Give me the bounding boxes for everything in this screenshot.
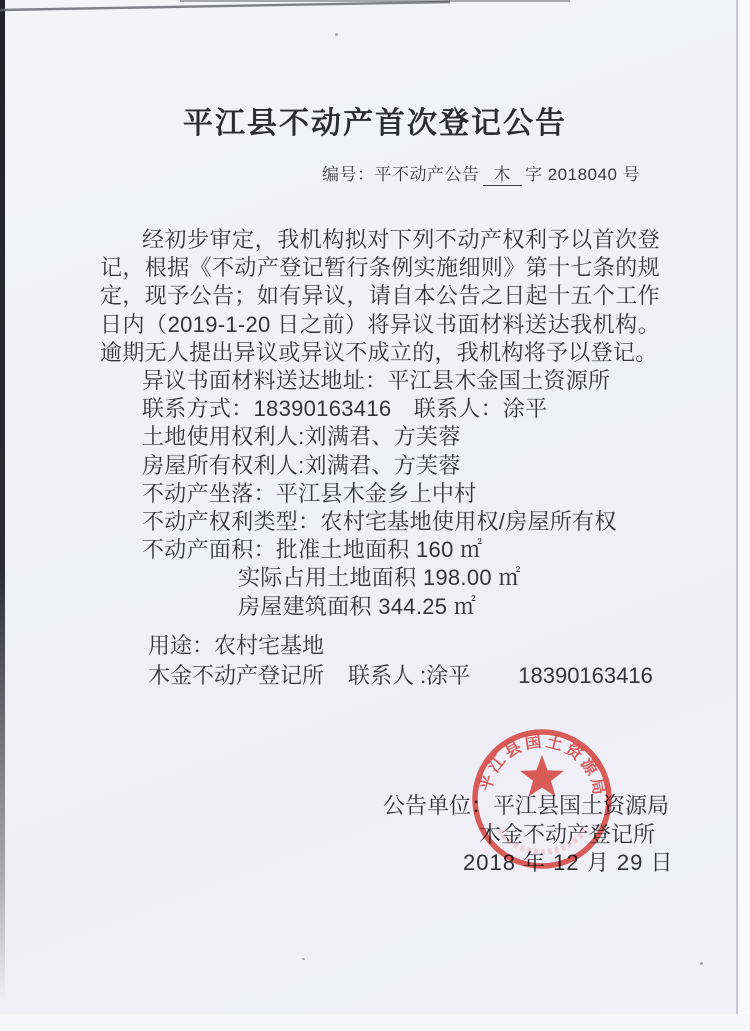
registry-office: 木金不动产登记所 bbox=[479, 822, 656, 847]
announcement-paragraph: 经初步审定，我机构拟对下列不动产权利予以首次登记，根据《不动产登记暂行条例实施细则》第十七条的规定，现予公告；如有异议，请自本公告之日起十五个工作日内（2019-1-20 日之前）将异议书面材料送达我机构。逾期无人提出异议或异议不成立的，我机构将予以登记。 bbox=[100, 227, 660, 365]
office-phone: 18390163416 bbox=[518, 663, 653, 688]
usage-line: 用途：农村宅基地 bbox=[148, 633, 325, 658]
office-row bbox=[148, 661, 653, 691]
detail-line-contact: 联系方式：18390163416 联系人：涂平 bbox=[142, 396, 548, 422]
seal-bottom-marks bbox=[499, 830, 585, 852]
scan-edge-bottom bbox=[0, 1014, 750, 1031]
announcement-date: 2018 年 12 月 29 日 bbox=[463, 850, 674, 875]
usage-section bbox=[148, 631, 653, 691]
doc-number-fill: 木 bbox=[483, 166, 523, 186]
doc-number bbox=[322, 160, 640, 186]
scan-speck bbox=[302, 958, 305, 960]
detail-line-address: 异议书面材料送达地址：平江县木金国土资源所 bbox=[142, 368, 611, 394]
detail-line-area: 不动产面积：批准土地面积 160 ㎡ bbox=[142, 537, 483, 563]
detail-line-area-building: 房屋建筑面积 344.25 ㎡ bbox=[238, 593, 477, 619]
seal-ring bbox=[475, 732, 609, 866]
scan-speck bbox=[335, 33, 338, 36]
seal-arc-text: 平江县国土资源局 bbox=[476, 732, 609, 800]
official-seal bbox=[455, 708, 635, 888]
doc-number-suffix: 字 2018040 号 bbox=[525, 165, 641, 184]
office-name: 木金不动产登记所 bbox=[148, 663, 325, 688]
detail-line-area-actual: 实际占用土地面积 198.00 ㎡ bbox=[238, 565, 521, 591]
detail-line-location: 不动产坐落：平江县木金乡上中村 bbox=[142, 480, 477, 506]
seal-star bbox=[520, 755, 564, 797]
announcing-unit: 公告单位：平江县国土资源局 bbox=[383, 793, 670, 818]
scan-edge-right-strip bbox=[738, 0, 750, 1031]
doc-number-prefix: 编号：平不动产公告 bbox=[322, 165, 480, 184]
scan-speck bbox=[700, 962, 703, 965]
announcement-body bbox=[100, 226, 660, 621]
scan-edge-left bbox=[0, 0, 5, 1031]
detail-line-house-right-holder: 房屋所有权利人:刘满君、方芙蓉 bbox=[142, 452, 461, 478]
scan-edge-top bbox=[0, 0, 750, 20]
detail-line-right-type: 不动产权利类型：农村宅基地使用权/房屋所有权 bbox=[142, 509, 617, 535]
page-title: 平江县不动产首次登记公告 bbox=[183, 107, 567, 140]
detail-line-land-right-holder: 土地使用权利人:刘满君、方芙蓉 bbox=[142, 424, 461, 450]
office-contact: 联系人 :涂平 bbox=[348, 663, 471, 688]
